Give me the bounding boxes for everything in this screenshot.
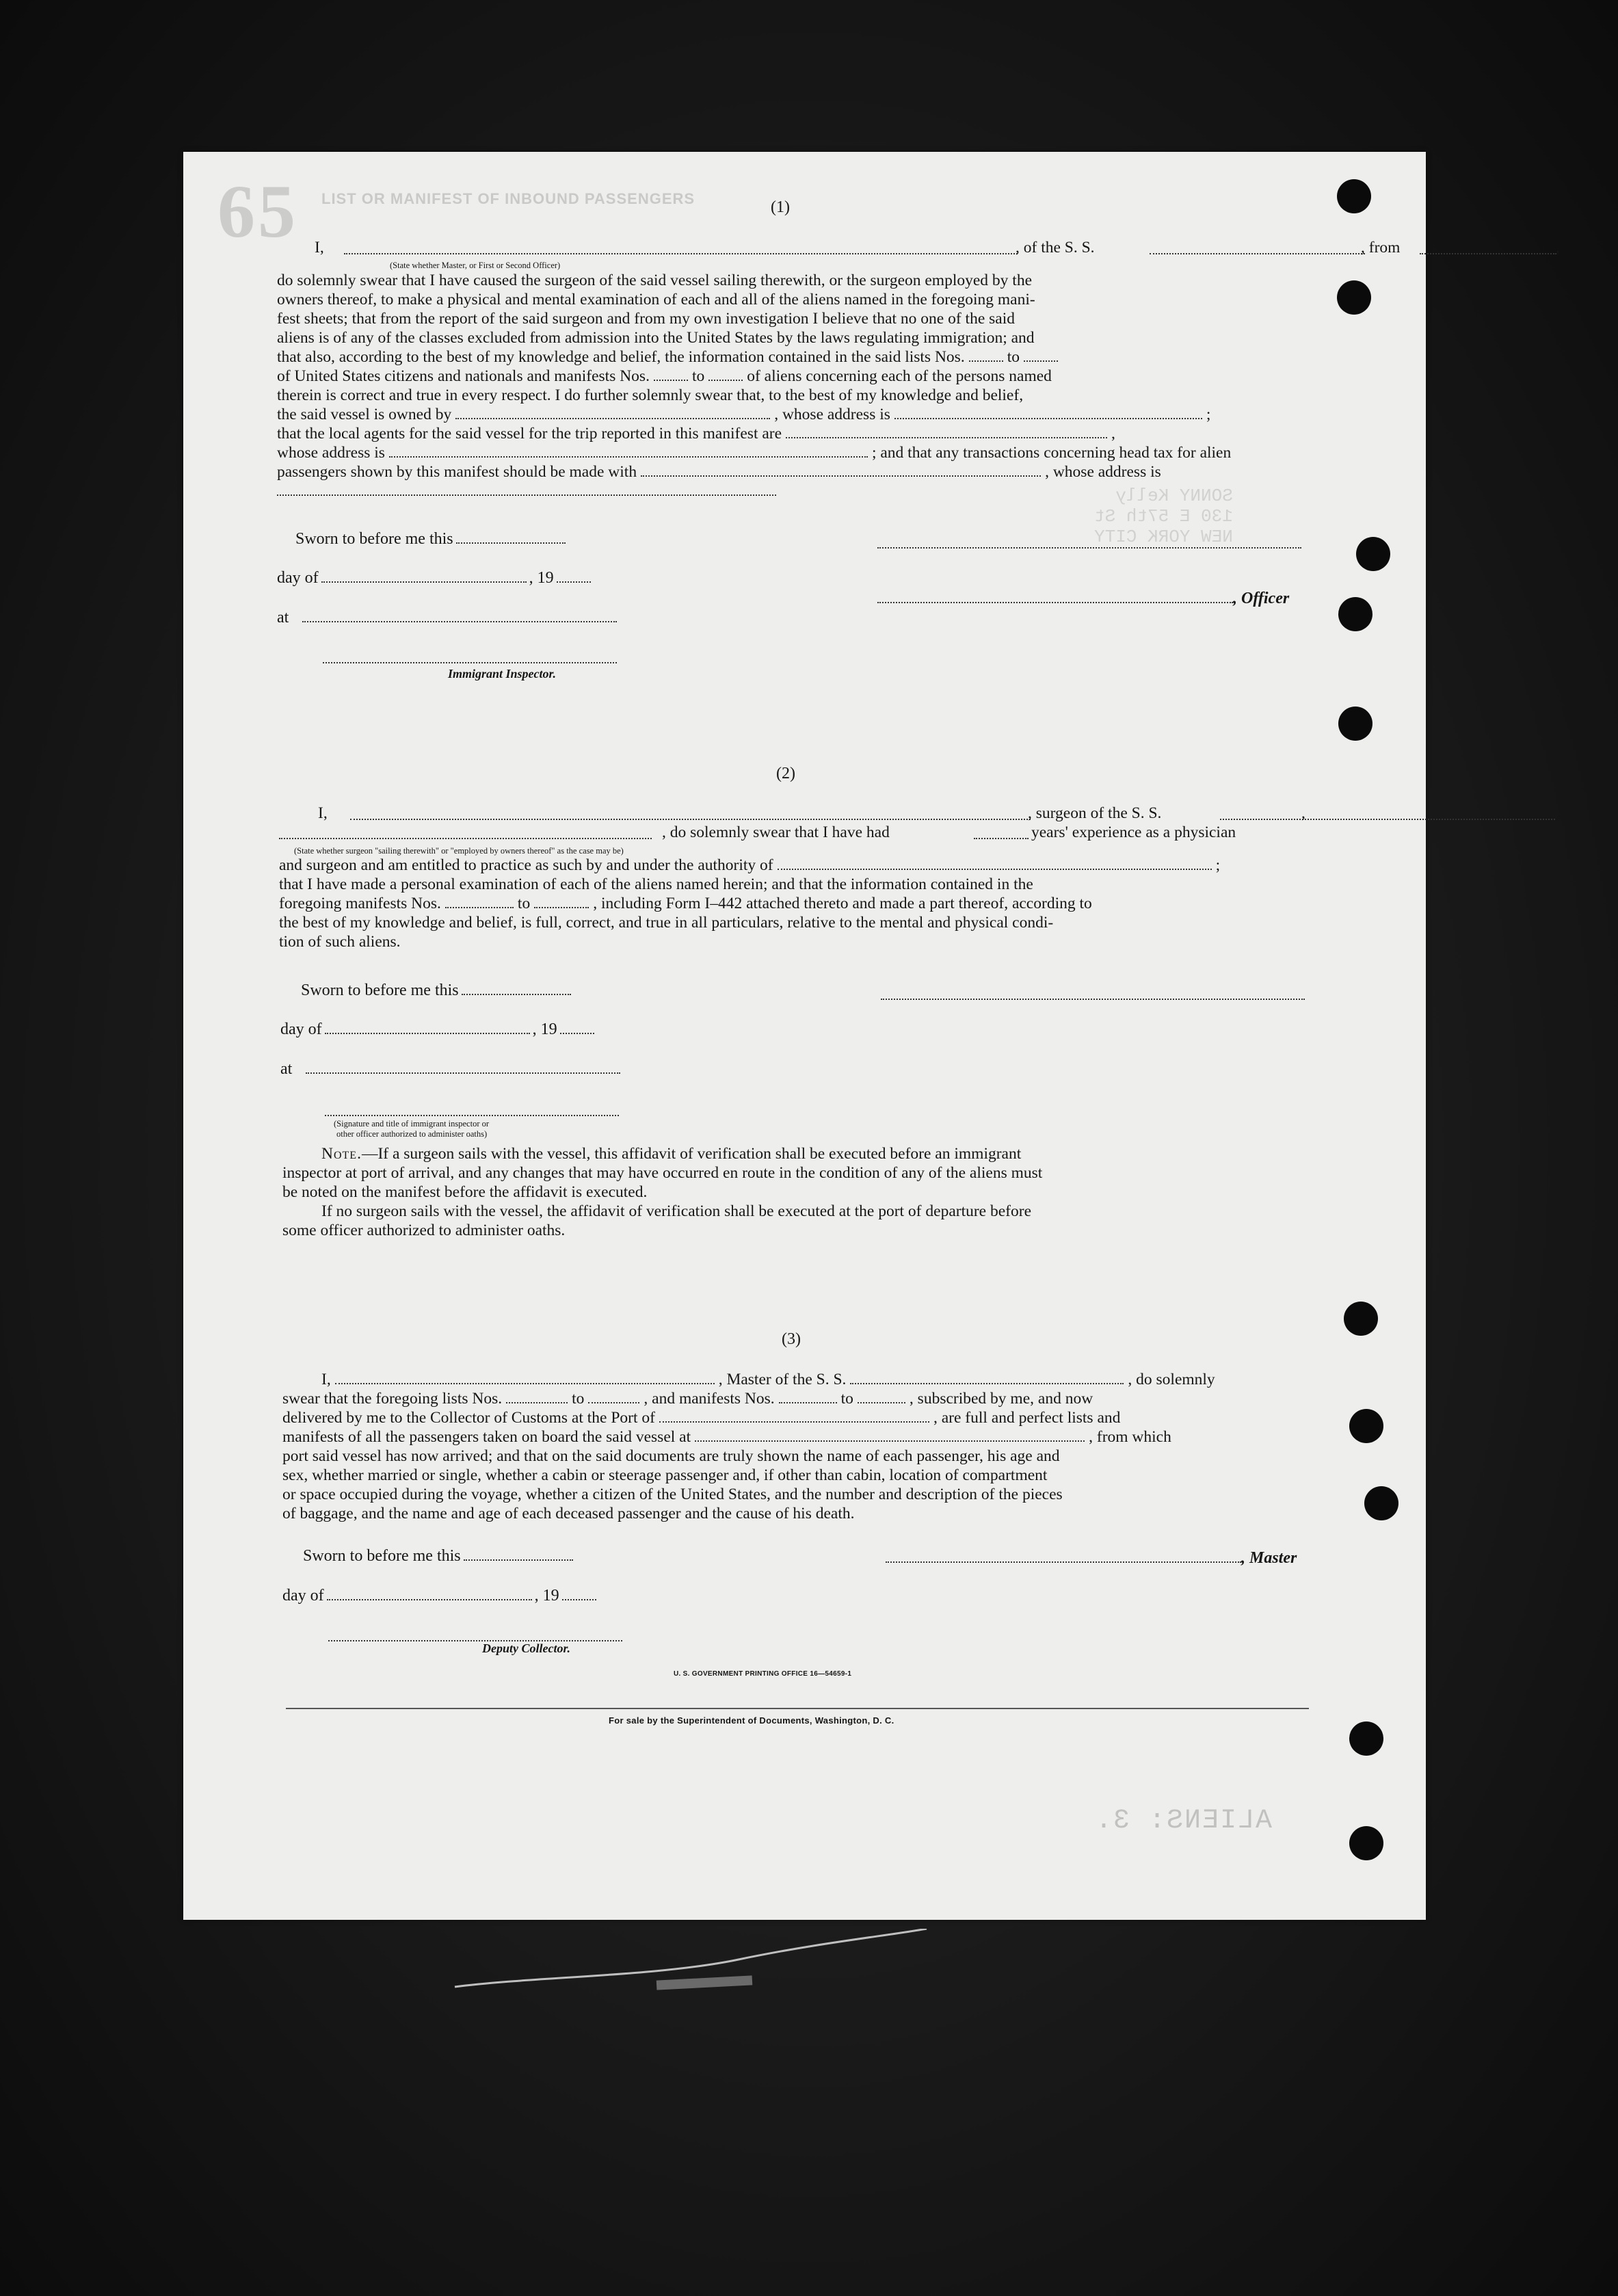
s3-master-of: , Master of the S. S. <box>718 1371 847 1388</box>
s3-subscribed: , subscribed by me, and now <box>909 1390 1093 1408</box>
s1-of-aliens: of aliens concerning each of the persons named <box>747 367 1052 385</box>
s2-body-line: tion of such aliens. <box>279 933 401 951</box>
s2-manifests-from-field[interactable] <box>445 895 514 908</box>
section-1-number: (1) <box>771 198 790 216</box>
s1-at-line <box>277 609 620 627</box>
s2-at-line <box>280 1060 623 1079</box>
s1-from: , from <box>1361 239 1401 256</box>
s1-owned-by: the said vessel is owned by <box>277 406 452 423</box>
s1-officer: , Officer <box>1233 590 1290 607</box>
s2-body-line: foregoing manifests Nos. <box>279 895 441 912</box>
s2-body-line: the best of my knowledge and belief, is full, correct, and true in all particulars, relative to the mental and physical condi- <box>279 914 1054 932</box>
s1-year-field[interactable] <box>557 569 591 583</box>
s3-to: to <box>840 1390 853 1408</box>
s2-day-field[interactable] <box>325 1020 530 1034</box>
section-3-oath <box>282 1370 1312 1523</box>
wire-artifact <box>451 1929 930 1997</box>
s2-note-text: some officer authorized to administer oaths. <box>282 1222 566 1239</box>
s1-body-line: owners thereof, to make a physical and mental examination of each and all of the aliens named in the foregoing mani- <box>277 291 1035 308</box>
s3-vessel-field[interactable] <box>850 1371 1124 1384</box>
s2-note-text: be noted on the manifest before the affidavit is executed. <box>282 1183 648 1201</box>
s1-agents-address-field[interactable] <box>389 444 868 458</box>
punch-hole <box>1337 280 1371 315</box>
s1-immigrant-inspector: Immigrant Inspector. <box>448 667 557 681</box>
s1-vessel-field[interactable] <box>1150 241 1365 254</box>
s2-note-text: —If a surgeon sails with the vessel, this affidavit of verification shall be executed before an immigrant <box>361 1145 1022 1163</box>
punch-hole <box>1344 1302 1378 1336</box>
s3-name-field[interactable] <box>335 1371 715 1384</box>
sale-notice: For sale by the Superintendent of Documents, Washington, D. C. <box>609 1715 894 1726</box>
s1-head-tax-agent-field[interactable] <box>641 463 1041 477</box>
s1-day-line <box>277 569 594 588</box>
s2-at: at <box>280 1060 293 1078</box>
s1-inspector-signature-field[interactable] <box>323 650 617 663</box>
section-2-number: (2) <box>776 765 795 782</box>
gpo-imprint: U. S. GOVERNMENT PRINTING OFFICE 16—54659-1 <box>674 1670 852 1678</box>
s3-lists-nos: swear that the foregoing lists Nos. <box>282 1390 503 1408</box>
s2-name-field[interactable] <box>350 806 1031 820</box>
s1-manifests-from-field[interactable] <box>654 367 688 381</box>
s3-sworn-line <box>303 1547 576 1566</box>
ghost-typed-address: SONNY Kelly 130 E 57th St NEW YORK CITY <box>1094 486 1233 547</box>
s1-of-ss: , of the S. S. <box>1016 239 1095 256</box>
s1-agents-address: whose address is <box>277 444 385 462</box>
s3-departure-port-field[interactable] <box>695 1428 1085 1442</box>
s1-lists-from-field[interactable] <box>969 348 1003 362</box>
s1-body-line: do solemnly swear that I have caused the surgeon of the said vessel sailing therewith, or the surgeon employed by the <box>277 272 1033 289</box>
section-3-number: (3) <box>782 1330 801 1348</box>
s1-master-signature-field[interactable] <box>877 535 1301 549</box>
s1-comma: , <box>1556 239 1560 256</box>
s1-agents-field[interactable] <box>786 425 1107 438</box>
s2-note-text: If no surgeon sails with the vessel, the affidavit of verification shall be executed at the port of departure before <box>321 1202 1031 1220</box>
s1-at: at <box>277 609 289 626</box>
s2-i: I, <box>318 804 328 822</box>
s1-lists-to-field[interactable] <box>1024 348 1058 362</box>
s2-inspector-signature-field[interactable] <box>325 1103 619 1116</box>
s2-surgeon-note: (State whether surgeon "sailing therewith" or "employed by owners thereof" as the case may be) <box>294 846 624 856</box>
s3-manifests-from-field[interactable] <box>779 1390 837 1403</box>
punch-hole <box>1349 1721 1383 1756</box>
s3-body-line: port said vessel has now arrived; and that on the said documents are truly shown the name of each passenger, his age and <box>282 1447 1060 1465</box>
s3-manifests-nos: , and manifests Nos. <box>644 1390 775 1408</box>
s2-manifests-to-field[interactable] <box>534 895 589 908</box>
s1-head-tax: ; and that any transactions concerning head tax for alien <box>871 444 1232 462</box>
s2-solemnly: , do solemnly swear that I have had <box>662 823 890 841</box>
s2-sworn-field[interactable] <box>462 981 571 995</box>
s3-19: , 19 <box>534 1587 559 1605</box>
s3-master: , Master <box>1241 1549 1297 1567</box>
s1-body-line: of United States citizens and nationals and manifests Nos. <box>277 367 650 385</box>
s1-manifests-to-field[interactable] <box>708 367 743 381</box>
s3-taken-at: manifests of all the passengers taken on board the said vessel at <box>282 1428 691 1446</box>
s3-sworn-field[interactable] <box>464 1547 573 1561</box>
s2-years-experience: years' experience as a physician <box>1031 823 1236 841</box>
s1-whose-address: , whose address is <box>774 406 890 423</box>
footer-rule <box>286 1708 1309 1709</box>
s1-owner-address-field[interactable] <box>894 406 1202 419</box>
s1-whose-address-end: , whose address is <box>1045 463 1161 481</box>
s2-years-field[interactable] <box>974 826 1029 839</box>
s2-19: , 19 <box>532 1020 557 1038</box>
ghost-header: LIST OR MANIFEST OF INBOUND PASSENGERS <box>321 190 695 207</box>
s3-do-solemnly: , do solemnly <box>1128 1371 1215 1388</box>
s1-local-agents: that the local agents for the said vessel for the trip reported in this manifest are <box>277 425 782 443</box>
s3-day-field[interactable] <box>327 1587 532 1600</box>
s2-sworn-line <box>301 981 574 1000</box>
s3-manifests-to-field[interactable] <box>858 1390 905 1403</box>
s2-including: , including Form I–442 attached thereto and made a part thereof, according to <box>593 895 1092 912</box>
punch-hole <box>1349 1409 1383 1443</box>
s3-day-of: day of <box>282 1587 324 1605</box>
s3-lists-from-field[interactable] <box>506 1390 568 1403</box>
s1-sworn-line <box>295 530 568 549</box>
s1-day-field[interactable] <box>321 569 527 583</box>
s1-head-tax-address-field[interactable] <box>277 482 776 496</box>
s2-surgeon-of: , surgeon of the S. S. <box>1028 804 1162 822</box>
s1-19: , 19 <box>529 569 554 587</box>
s3-body-line: of baggage, and the name and age of each deceased passenger and the cause of his death. <box>282 1505 855 1522</box>
section-1-oath <box>277 238 1560 501</box>
s3-collector-signature-field[interactable] <box>328 1628 622 1641</box>
s2-to: to <box>517 895 531 912</box>
s2-sig-note-1: (Signature and title of immigrant inspector or <box>334 1119 490 1129</box>
section-2-note <box>282 1144 1310 1240</box>
s1-semicolon: ; <box>1206 406 1211 423</box>
s2-body-line: that I have made a personal examination of each of the aliens named herein; and that the information contained in the <box>279 875 1033 893</box>
punch-hole <box>1349 1826 1383 1860</box>
s2-comma: , <box>1301 804 1305 822</box>
s1-at-field[interactable] <box>302 609 617 622</box>
punch-hole <box>1338 597 1372 631</box>
s1-i: I, <box>315 239 324 256</box>
s2-semicolon: ; <box>1215 856 1221 874</box>
s2-day-line <box>280 1020 597 1039</box>
s1-comma: , <box>1111 425 1115 443</box>
s3-body-line: or space occupied during the voyage, whether a citizen of the United States, and the number and description of the pieces <box>282 1486 1063 1503</box>
s1-passengers: passengers shown by this manifest should be made with <box>277 463 637 481</box>
s1-officer-signature-field[interactable] <box>877 590 1233 603</box>
punch-hole <box>1364 1486 1398 1520</box>
s1-to: to <box>1007 348 1020 366</box>
punch-hole <box>1337 179 1371 213</box>
s2-at-field[interactable] <box>306 1060 620 1074</box>
s3-i: I, <box>321 1371 331 1388</box>
s2-day-of: day of <box>280 1020 322 1038</box>
s3-day-line <box>282 1587 599 1605</box>
s1-owner-field[interactable] <box>455 406 770 419</box>
s2-surgeon-type-field[interactable] <box>279 826 652 839</box>
s1-name-field[interactable] <box>344 241 1018 254</box>
s3-full-perfect: , are full and perfect lists and <box>933 1409 1121 1427</box>
section-2-oath <box>279 804 1308 951</box>
s2-body-line: and surgeon and am entitled to practice as such by and under the authority of <box>279 856 773 874</box>
ghost-aliens-stamp: ALIENS: 3. <box>1094 1806 1273 1836</box>
s2-sig-note-2: other officer authorized to administer oaths) <box>336 1129 488 1139</box>
s1-body-line: aliens is of any of the classes excluded from admission into the United States by the laws regulating immigration; and <box>277 329 1035 347</box>
s1-day-of: day of <box>277 569 319 587</box>
s3-master-line <box>886 1549 1297 1568</box>
s1-body-line: therein is correct and true in every respect. I do further solemnly swear that, to the best of my knowledge and belief, <box>277 386 1024 404</box>
s2-authority-field[interactable] <box>778 856 1212 870</box>
ghost-page-number: 65 <box>217 170 298 253</box>
s1-body-line: fest sheets; that from the report of the said surgeon and from my own investigation I believe that no one of the said <box>277 310 1015 328</box>
s1-sworn: Sworn to before me this <box>295 530 453 548</box>
s3-deputy-collector: Deputy Collector. <box>482 1641 570 1655</box>
s1-to: to <box>691 367 705 385</box>
s1-from-field[interactable] <box>1420 241 1556 254</box>
s1-officer-line <box>877 590 1289 608</box>
s3-to: to <box>572 1390 585 1408</box>
s3-from-which: , from which <box>1089 1428 1171 1446</box>
s2-note-label: Note. <box>321 1145 362 1163</box>
s3-year-field[interactable] <box>562 1587 596 1600</box>
s1-sworn-field[interactable] <box>456 530 566 544</box>
s3-port-of: delivered by me to the Collector of Customs at the Port of <box>282 1409 655 1427</box>
s2-year-field[interactable] <box>560 1020 594 1034</box>
s2-sworn: Sworn to before me this <box>301 981 459 999</box>
punch-hole <box>1338 707 1372 741</box>
s3-port-field[interactable] <box>659 1409 929 1423</box>
s3-master-signature-field[interactable] <box>886 1549 1241 1563</box>
s3-sworn: Sworn to before me this <box>303 1547 461 1565</box>
s2-surgeon-signature-field[interactable] <box>881 986 1305 1000</box>
s2-vessel-field[interactable] <box>1220 806 1555 820</box>
s1-rank-note: (State whether Master, or First or Second Officer) <box>390 261 561 270</box>
s3-lists-to-field[interactable] <box>588 1390 639 1403</box>
s2-note-text: inspector at port of arrival, and any changes that may have occurred en route in the condition of any of the aliens must <box>282 1164 1043 1182</box>
punch-hole <box>1356 537 1390 571</box>
s1-body-line: that also, according to the best of my knowledge and belief, the information contained in the said lists Nos. <box>277 348 965 366</box>
s3-body-line: sex, whether married or single, whether a cabin or steerage passenger and, if other than cabin, location of compartment <box>282 1466 1048 1484</box>
